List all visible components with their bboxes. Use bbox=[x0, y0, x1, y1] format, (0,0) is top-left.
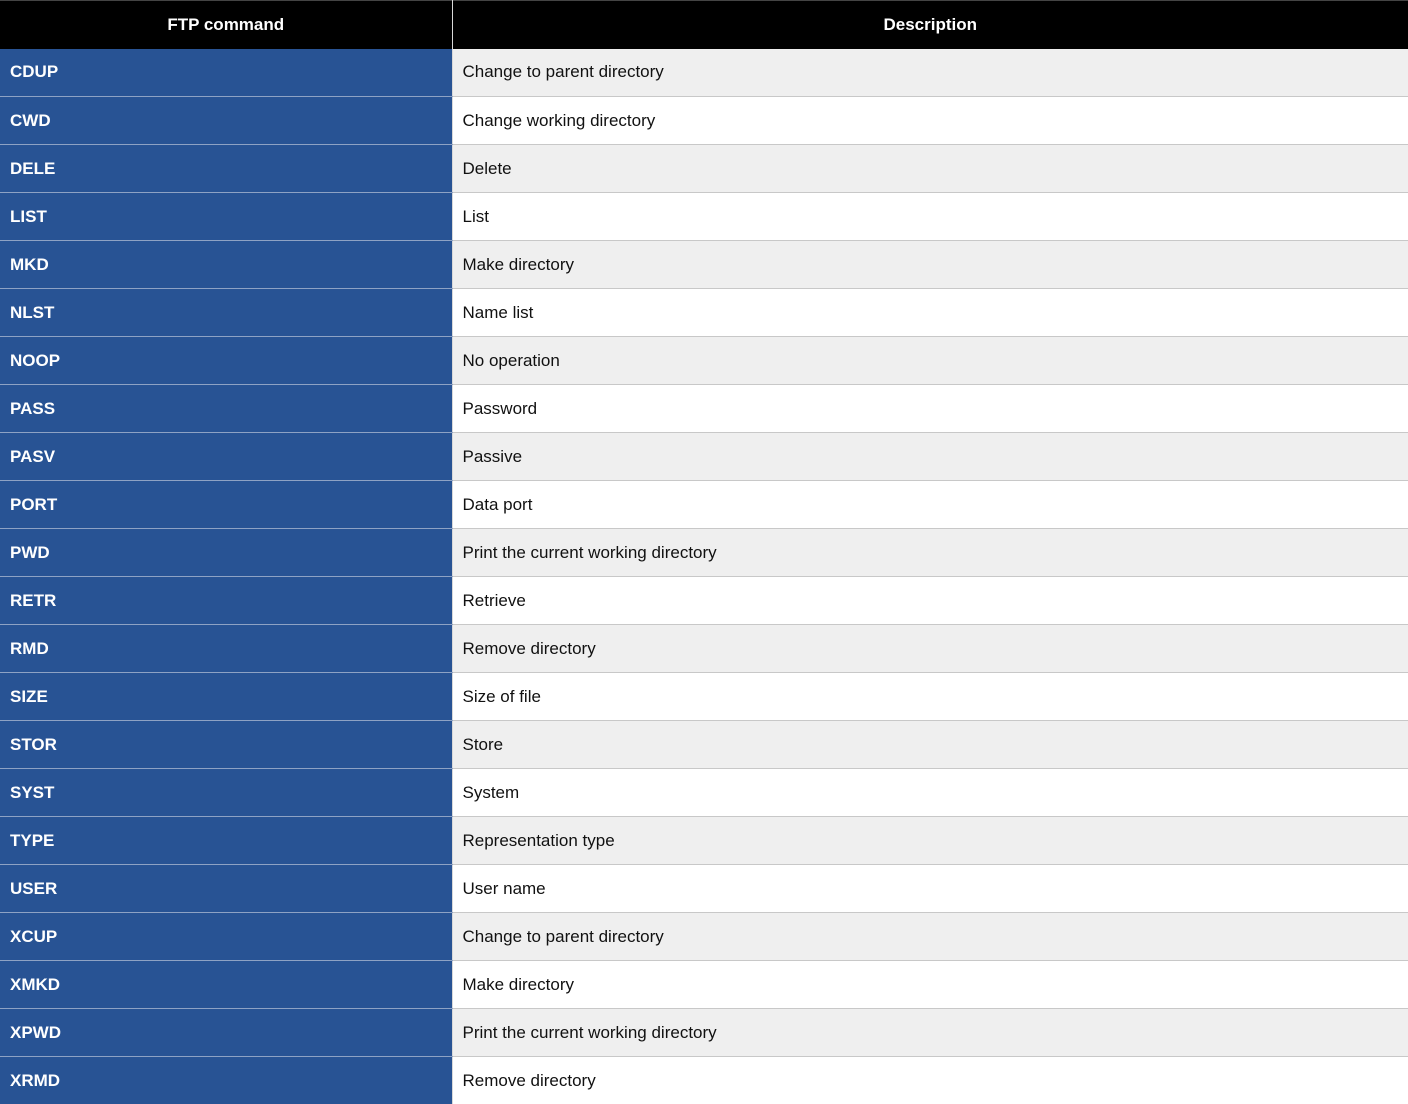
table-row bbox=[0, 529, 1408, 577]
command-cell: XRMD bbox=[0, 1057, 452, 1104]
command-cell: MKD bbox=[0, 241, 452, 289]
description-cell: User name bbox=[452, 865, 1408, 913]
command-cell: RETR bbox=[0, 577, 452, 625]
command-cell: TYPE bbox=[0, 817, 452, 865]
description-cell: Change to parent directory bbox=[452, 49, 1408, 97]
table-row bbox=[0, 865, 1408, 913]
table-row bbox=[0, 625, 1408, 673]
table-row bbox=[0, 97, 1408, 145]
table-row bbox=[0, 433, 1408, 481]
table-row bbox=[0, 961, 1408, 1009]
table-row bbox=[0, 385, 1408, 433]
description-cell: Make directory bbox=[452, 241, 1408, 289]
command-cell: SYST bbox=[0, 769, 452, 817]
description-cell: Remove directory bbox=[452, 1057, 1408, 1104]
description-cell: Retrieve bbox=[452, 577, 1408, 625]
table-row bbox=[0, 337, 1408, 385]
command-cell: CWD bbox=[0, 97, 452, 145]
description-cell: Change working directory bbox=[452, 97, 1408, 145]
command-cell: PORT bbox=[0, 481, 452, 529]
description-cell: Password bbox=[452, 385, 1408, 433]
table-row bbox=[0, 1057, 1408, 1104]
description-cell: Store bbox=[452, 721, 1408, 769]
table-row bbox=[0, 145, 1408, 193]
command-cell: XPWD bbox=[0, 1009, 452, 1057]
table-row bbox=[0, 913, 1408, 961]
description-cell: Make directory bbox=[452, 961, 1408, 1009]
command-cell: SIZE bbox=[0, 673, 452, 721]
description-cell: Print the current working directory bbox=[452, 1009, 1408, 1057]
table-row bbox=[0, 481, 1408, 529]
command-cell: RMD bbox=[0, 625, 452, 673]
column-header-command: FTP command bbox=[0, 1, 452, 49]
table-row bbox=[0, 1009, 1408, 1057]
description-cell: Change to parent directory bbox=[452, 913, 1408, 961]
command-cell: USER bbox=[0, 865, 452, 913]
table-row bbox=[0, 817, 1408, 865]
table-row bbox=[0, 673, 1408, 721]
table-row bbox=[0, 193, 1408, 241]
command-cell: LIST bbox=[0, 193, 452, 241]
table-row bbox=[0, 289, 1408, 337]
header-row bbox=[0, 1, 1408, 49]
command-cell: XCUP bbox=[0, 913, 452, 961]
command-cell: STOR bbox=[0, 721, 452, 769]
description-cell: List bbox=[452, 193, 1408, 241]
description-cell: Passive bbox=[452, 433, 1408, 481]
command-cell: PWD bbox=[0, 529, 452, 577]
description-cell: Name list bbox=[452, 289, 1408, 337]
command-cell: NLST bbox=[0, 289, 452, 337]
table-row bbox=[0, 769, 1408, 817]
command-cell: PASV bbox=[0, 433, 452, 481]
command-cell: PASS bbox=[0, 385, 452, 433]
description-cell: No operation bbox=[452, 337, 1408, 385]
table-row bbox=[0, 241, 1408, 289]
description-cell: Representation type bbox=[452, 817, 1408, 865]
command-cell: CDUP bbox=[0, 49, 452, 97]
command-cell: XMKD bbox=[0, 961, 452, 1009]
command-cell: NOOP bbox=[0, 337, 452, 385]
column-header-description: Description bbox=[452, 1, 1408, 49]
description-cell: Print the current working directory bbox=[452, 529, 1408, 577]
description-cell: Delete bbox=[452, 145, 1408, 193]
description-cell: Size of file bbox=[452, 673, 1408, 721]
description-cell: Remove directory bbox=[452, 625, 1408, 673]
description-cell: System bbox=[452, 769, 1408, 817]
command-cell: DELE bbox=[0, 145, 452, 193]
description-cell: Data port bbox=[452, 481, 1408, 529]
table-body bbox=[0, 49, 1408, 1104]
table-header bbox=[0, 1, 1408, 49]
table-row bbox=[0, 49, 1408, 97]
table-row bbox=[0, 721, 1408, 769]
table-row bbox=[0, 577, 1408, 625]
